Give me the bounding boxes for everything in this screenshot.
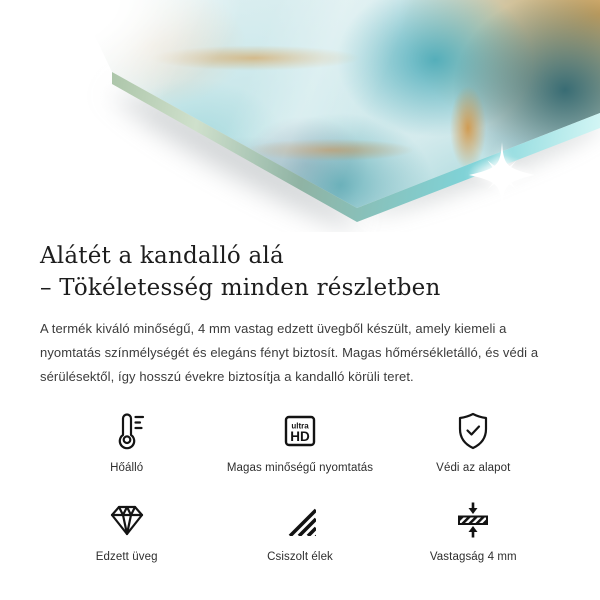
page-title	[40, 240, 560, 304]
feature-polished-edges	[213, 498, 386, 563]
feature-label: Vastagság 4 mm	[429, 551, 517, 563]
shield-check-icon	[451, 409, 495, 453]
features-grid	[40, 409, 560, 563]
feature-label: Magas minőségű nyomtatás	[226, 462, 374, 474]
polished-edges-icon	[278, 498, 322, 542]
sparkle-icon	[468, 141, 536, 209]
ultra-hd-badge-top-text: ultra	[291, 421, 309, 431]
ultra-hd-badge-icon	[278, 409, 322, 453]
thermometer-icon	[105, 409, 149, 453]
ultra-hd-badge-bottom-text: HD	[290, 429, 310, 444]
feature-thickness-4mm	[387, 498, 560, 563]
page-title-line1: Alátét a kandalló alá	[40, 243, 284, 269]
feature-heat-resistant	[40, 409, 213, 474]
product-description-section	[0, 240, 600, 563]
feature-label: Hőálló	[110, 462, 144, 474]
page-title-line2: – Tökéletesség minden részletben	[40, 275, 441, 301]
feature-label: Edzett üveg	[95, 551, 158, 563]
compressed-thickness-icon	[451, 498, 495, 542]
feature-label: Védi az alapot	[436, 462, 511, 474]
feature-high-quality-print	[213, 409, 386, 474]
feature-protects-base	[387, 409, 560, 474]
product-hero-image	[0, 0, 600, 232]
diamond-icon	[105, 498, 149, 542]
feature-label: Csiszolt élek	[267, 551, 333, 563]
product-description-text: A termék kiváló minőségű, 4 mm vastag edzett üvegből készült, amely kiemeli a nyomtatás színmélységét és elegáns fényt biztosít. Magas hőmérsékletálló, és védi a sérülésektől, így hosszú évekre biztosítja a kandalló körüli teret.	[40, 321, 539, 384]
feature-tempered-glass	[40, 498, 213, 563]
